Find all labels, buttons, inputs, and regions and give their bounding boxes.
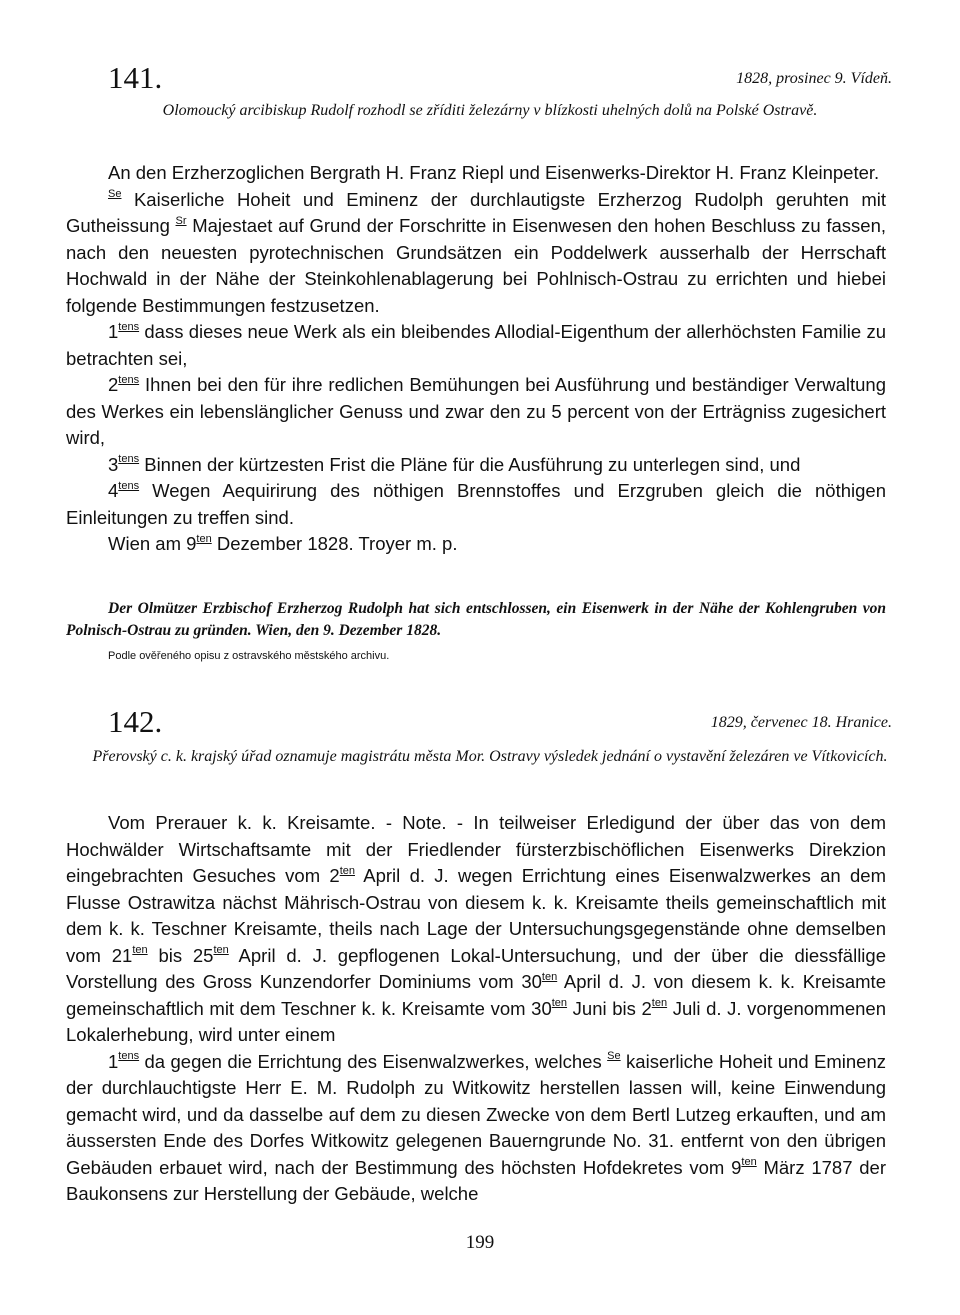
doc-142-summary: Přerovský c. k. krajský úřad oznamuje magistrátu města Mor. Ostravy výsledek jednání o vystavění železáren ve Vítkovicích.: [92, 748, 888, 765]
doc-142-body: [66, 810, 886, 1208]
doc-141-closing: Wien am $9^{ten}$ Dezember 1828. Troyer m. p.: [108, 532, 458, 554]
doc-142-date: 1829, červenec 18. Hranice.: [710, 714, 892, 731]
abbrev-se: Se: [108, 188, 122, 201]
doc-141-number: 141.: [108, 60, 163, 95]
doc-141-item-2: $2^{tens}$ Ihnen bei den für ihre redlichen Bemühungen bei Ausführung und beständiger Verwaltung des Werkes ein lebenslänglicher Genuss und zwar den zu 5 percent von der Erträgniss zugesichert wird,: [66, 373, 886, 448]
abbrev-sr: Sr: [175, 214, 187, 227]
abbrev-se: Se: [607, 1050, 621, 1063]
doc-142-paragraph-2: $1^{tens}$ da gegen die Errichtung des Eisenwalzwerkes, welches $^{Se}$ kaiserliche Hoheit und Eminenz der durchlauchtigste Herr E. M. Rudolph zu Witkowitz herstellen lassen will, keine Einwendung gemacht wird, und da dasselbe auf dem zu diesen Zwecke von dem Bertl Lutzeg erkauften, und am äussersten Ende des Dorfes Witkowitz gelegenen Bauerngrunde No. 31. entfernt von den übrigen Gebäuden erbauet wird, nach der Bestimmung des höchsten Hofdekretes vom $9^{ten}$ März 1787 der Baukonsens zur Herstellung der Gebäude, welche: [66, 1050, 887, 1204]
doc-141-item-3: $3^{tens}$ Binnen der kürtzesten Frist die Pläne für die Ausführung zu unterlegen sind, und: [108, 453, 801, 475]
doc-141-body: [66, 160, 886, 558]
doc-141-address: An den Erzherzoglichen Bergrath H. Franz Riepl und Eisenwerks-Direktor H. Franz Kleinpeter.: [108, 162, 880, 183]
page-number: 199: [465, 1232, 495, 1253]
doc-141-item-4: $4^{tens}$ Wegen Aequirirung des nöthigen Brennstoffes und Erzgruben gleich die nöthigen Einleitungen zu treffen sind.: [66, 479, 886, 528]
doc-141-date: 1828, prosinec 9. Vídeň.: [736, 70, 892, 87]
doc-141-source-note: Podle ověřeného opisu z ostravského městského archivu.: [108, 650, 390, 662]
doc-142-number: 142.: [108, 704, 163, 739]
doc-141-header: [108, 60, 892, 100]
doc-141-summary: Olomoucký arcibiskup Rudolf rozhodl se zříditi železárny v blízkosti uhelných dolů na Polské Ostravě.: [162, 102, 818, 119]
doc-141-paragraph: $^{Se}$ Kaiserliche Hoheit und Eminenz der durchlautigste Erzherzog Rudolph geruhten mit Gutheissung $^{Sr}$ Majestaet auf Grund der Forschritte in Eisenwesen den hohen Beschluss zu fassen, nach den neuesten pyrotechnischen Grundsätzen ein Poddelwerk ausserhalb der Herrschaft Hochwald in der Nähe der Steinkohlenablagerung bei Pohlnisch-Ostrau zu errichten und hiebei folgende Bestimmungen festzusetzen.: [66, 188, 886, 316]
doc-141-item-1: $1^{tens}$ dass dieses neue Werk als ein bleibendes Allodial-Eigenthum der allerhöchsten Familie zu betrachten sei,: [66, 320, 886, 369]
doc-142-paragraph-1: Vom Prerauer k. k. Kreisamte. - Note. - In teilweiser Erledigund der über das von dem Hochwälder Wirtschaftsamte mit der Friedlender fürsterzbischöflichen Eisenwerks Direkzion eingebrachten Gesuches vom $2^{ten}$ April d. J. wegen Errichtung eines Eisenwalzwerkes an dem Flusse Ostrawitza nächst Mährisch-Ostrau von diesem k. k. Kreisamte theils gemeinschaftlich mit dem k. k. Teschner Kreisamte, theils nach Lage der Untersuchungsgegenstände ohne demselben vom $21^{ten}$ bis $25^{ten}$ April d. J. gepflogenen Lokal-Untersuchung, und der über die diessfällige Vorstellung des Gross Kunzendorfer Dominiums vom $30^{ten}$ April d. J. von diesem k. k. Kreisamte gemeinschaftlich mit dem Teschner k. k. Kreisamte vom $30^{ten}$ Juni bis $2^{ten}$ Juli d. J. vorgenommenen Lokalerhebung, wird unter einem: [66, 812, 886, 1045]
doc-141-german-summary: Der Olmützer Erzbischof Erzherzog Rudolph hat sich entschlossen, ein Eisenwerk in der Nähe der Kohlengruben von Polnisch-Ostrau zu gründen. Wien, den 9. Dezember 1828.: [66, 600, 886, 639]
doc-142-header: [108, 704, 892, 744]
